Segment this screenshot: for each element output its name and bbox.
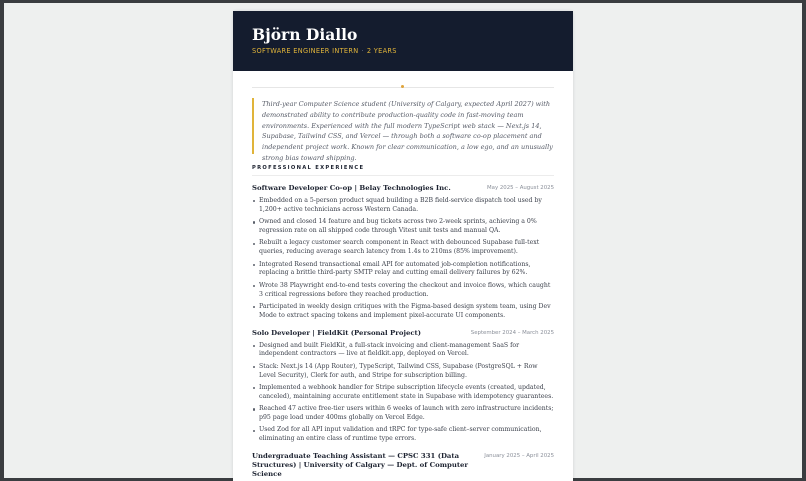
- bullet-item: Stack: Next.js 14 (App Router), TypeScript, Tailwind CSS, Supabase (PostgreSQL + Row Level Security), Clerk for auth, and Stripe for subscription billing.: [252, 363, 554, 381]
- bullet-item: Implemented a webhook handler for Stripe subscription lifecycle events (created, updated, canceled), maintaining accurate entitlement state in Supabase with idempotency guarantees.: [252, 384, 554, 402]
- job-bullets: [252, 342, 554, 444]
- bullet-item: Wrote 38 Playwright end-to-end tests covering the checkout and invoice flows, which caught 3 critical regressions before they reached production.: [252, 282, 554, 300]
- candidate-name: Björn Diallo: [252, 25, 358, 44]
- job-entry-1: [252, 329, 554, 444]
- job-title: Software Developer Co-op | Belay Technologies Inc.: [252, 184, 451, 192]
- candidate-role: SOFTWARE ENGINEER INTERN: [252, 47, 359, 55]
- job-bullets: [252, 197, 554, 321]
- summary-paragraph: Third-year Computer Science student (University of Calgary, expected April 2027) with demonstrated ability to contribute production-quality code in fast-moving team environments. Experienced with the full modern TypeScript web stack — Next.js 14, Supabase, Tailwind CSS, and Vercel — through both a software co-op placement and independent project work. Known for clear communication, a low ego, and an unusually strong bias toward shipping.: [252, 98, 554, 154]
- header-divider: [252, 71, 554, 87]
- job-header: [252, 452, 554, 479]
- job-dates: May 2025 – August 2025: [487, 185, 554, 191]
- bullet-item: Designed and built FieldKit, a full-stack invoicing and client-management SaaS for independent contractors — live at fieldkit.app, deployed on Vercel.: [252, 342, 554, 360]
- job-title: Solo Developer | FieldKit (Personal Project): [252, 328, 421, 337]
- job-entry-0: [252, 184, 554, 321]
- bullet-item: Rebuilt a legacy customer search component in React with debounced Supabase full-text queries, reducing average search latency from 1.4s to 210ms (85% improvement).: [252, 239, 554, 257]
- bullet-item: Integrated Resend transactional email API for automated job-completion notifications, replacing a brittle third-party SMTP relay and cutting email delivery failures by 62%.: [252, 261, 554, 279]
- bullet-item: Participated in weekly design critiques with the Figma-based design system team, using Dev Mode to extract spacing tokens and implement pixel-accurate UI components.: [252, 303, 554, 321]
- bullet-item: Embedded on a 5-person product squad building a B2B field-service dispatch tool used by 1,200+ active technicians across Western Canada.: [252, 197, 554, 215]
- job-dates: September 2024 – March 2025: [470, 329, 554, 336]
- bullet-item: Used Zod for all API input validation and tRPC for type-safe client–server communication, eliminating an entire class of runtime type errors.: [252, 426, 554, 444]
- section-title-experience: PROFESSIONAL EXPERIENCE: [252, 165, 554, 176]
- candidate-subtitle: [252, 47, 554, 56]
- job-title: Undergraduate Teaching Assistant — CPSC 331 (Data Structures) | University of Calgary — Dept. of Computer Science: [252, 451, 469, 478]
- job-dates: January 2025 – April 2025: [484, 452, 554, 459]
- window-frame-right: [802, 0, 806, 481]
- job-header: [252, 329, 554, 338]
- resume-header: [233, 11, 573, 71]
- window-frame-top: [0, 0, 806, 3]
- window-frame-left: [0, 0, 4, 481]
- resume-content: [233, 71, 573, 479]
- job-entry-2: [252, 452, 554, 479]
- candidate-experience: 2 YEARS: [366, 47, 397, 55]
- bullet-item: Owned and closed 14 feature and bug tickets across two 2-week sprints, achieving a 0% regression rate on all shipped code through Vitest unit tests and manual QA.: [252, 218, 554, 236]
- bullet-item: Reached 47 active free-tier users within 6 weeks of launch with zero infrastructure incidents; p95 page load under 400ms globally on Vercel Edge.: [252, 405, 554, 423]
- divider-dot-icon: [401, 85, 404, 88]
- resume-page: [233, 11, 573, 481]
- subtitle-separator: ·: [361, 47, 364, 55]
- job-header: [252, 184, 554, 193]
